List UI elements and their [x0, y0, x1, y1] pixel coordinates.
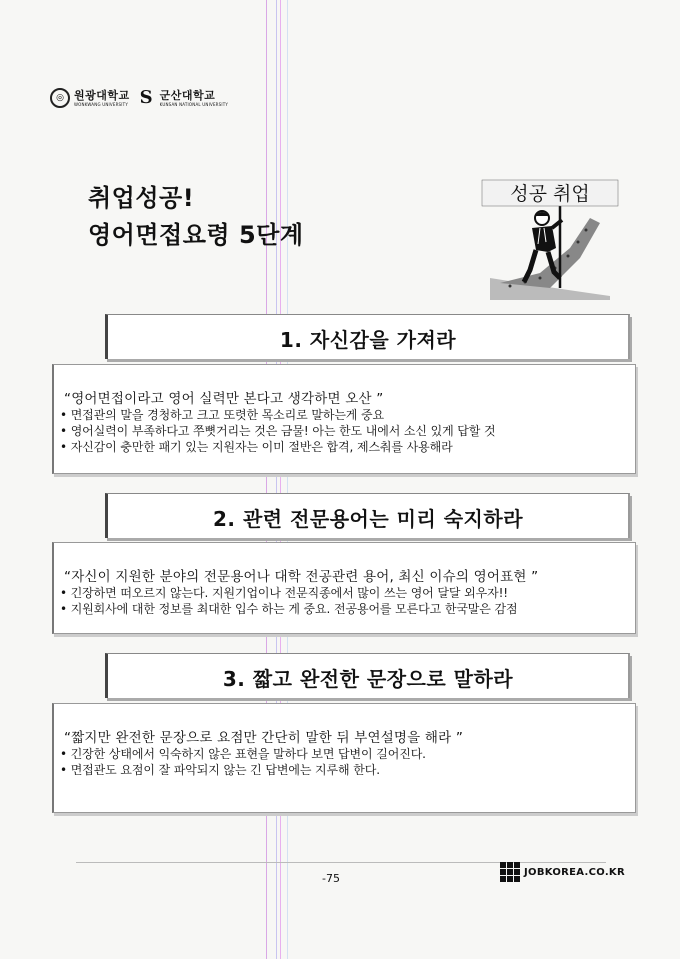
logo2-sub: KUNSAN NATIONAL UNIVERSITY [159, 101, 229, 107]
title-line-1: 취업성공! [88, 184, 195, 212]
section-3-heading: 3. 짧고 완전한 문장으로 말하라 [222, 667, 514, 691]
jobkorea-brand: JOBKOREA.CO.KR [524, 866, 625, 878]
logo1-sub: WONKWANG UNIVERSITY [74, 101, 128, 107]
section-2-header [105, 493, 630, 538]
section-3-bullet: • 긴장한 상태에서 익숙하지 않은 표현을 말하다 보면 답변이 길어진다. [60, 747, 426, 761]
wonkwang-logo [50, 88, 130, 108]
section-1-bullet: • 자신감이 충만한 패기 있는 지원자는 이미 절반은 합격, 제스춰를 사용해라 [60, 440, 453, 454]
section-3-quote: “짧지만 완전한 문장으로 요점만 간단히 말한 뒤 부연설명을 해라 ” [64, 730, 464, 746]
scan-artifact-line [266, 0, 267, 959]
jobkorea-mark-icon [500, 862, 520, 882]
scan-artifact-line [280, 0, 281, 959]
section-2-box [52, 542, 636, 634]
kunsan-logo [140, 88, 228, 108]
logo1-name: 원광대학교 [74, 88, 130, 102]
page-title [88, 180, 304, 254]
section-2-bullet: • 지원회사에 대한 정보를 최대한 입수 하는 게 중요. 전공용어를 모른다고 한국말은 감점 [60, 602, 518, 616]
title-line-2: 영어면접요령 5단계 [88, 221, 304, 249]
scan-artifact-line [276, 0, 277, 959]
section-2-bullet: • 긴장하면 떠오르지 않는다. 지원기업이나 전문직종에서 많이 쓰는 영어 달달 외우자!! [60, 586, 508, 600]
section-1-heading: 1. 자신감을 가져라 [279, 328, 457, 352]
section-2-heading: 2. 관련 전문용어는 미리 숙지하라 [212, 507, 524, 531]
section-3-header [105, 653, 630, 698]
section-3-bullet: • 면접관도 요점이 잘 파악되지 않는 긴 답변에는 지루해 한다. [60, 763, 380, 777]
logo2-name: 군산대학교 [159, 88, 216, 102]
kunsan-mark-icon: S [139, 87, 153, 108]
section-1-header [105, 314, 630, 359]
page-number: -75 [322, 872, 340, 885]
success-climber-illustration [480, 178, 620, 300]
section-1-box [52, 364, 636, 474]
illustration-caption: 성공 취업 [510, 183, 590, 205]
university-logos [50, 88, 228, 108]
wonkwang-seal-icon: ◎ [50, 88, 70, 108]
section-2-quote: “자신이 지원한 분야의 전문용어나 대학 전공관련 용어, 최신 이슈의 영어표현 ” [64, 569, 539, 585]
section-1-quote: “영어면접이라고 영어 실력만 본다고 생각하면 오산 ” [64, 391, 384, 407]
section-3-box [52, 703, 636, 813]
scan-artifact-line [287, 0, 288, 959]
section-1-bullet: • 영어실력이 부족하다고 쭈뼛거리는 것은 금물! 아는 한도 내에서 소신 있게 답할 것 [60, 424, 496, 438]
jobkorea-logo [500, 862, 625, 882]
section-1-bullet: • 면접관의 말을 경청하고 크고 또렷한 목소리로 말하는게 중요 [60, 408, 384, 422]
